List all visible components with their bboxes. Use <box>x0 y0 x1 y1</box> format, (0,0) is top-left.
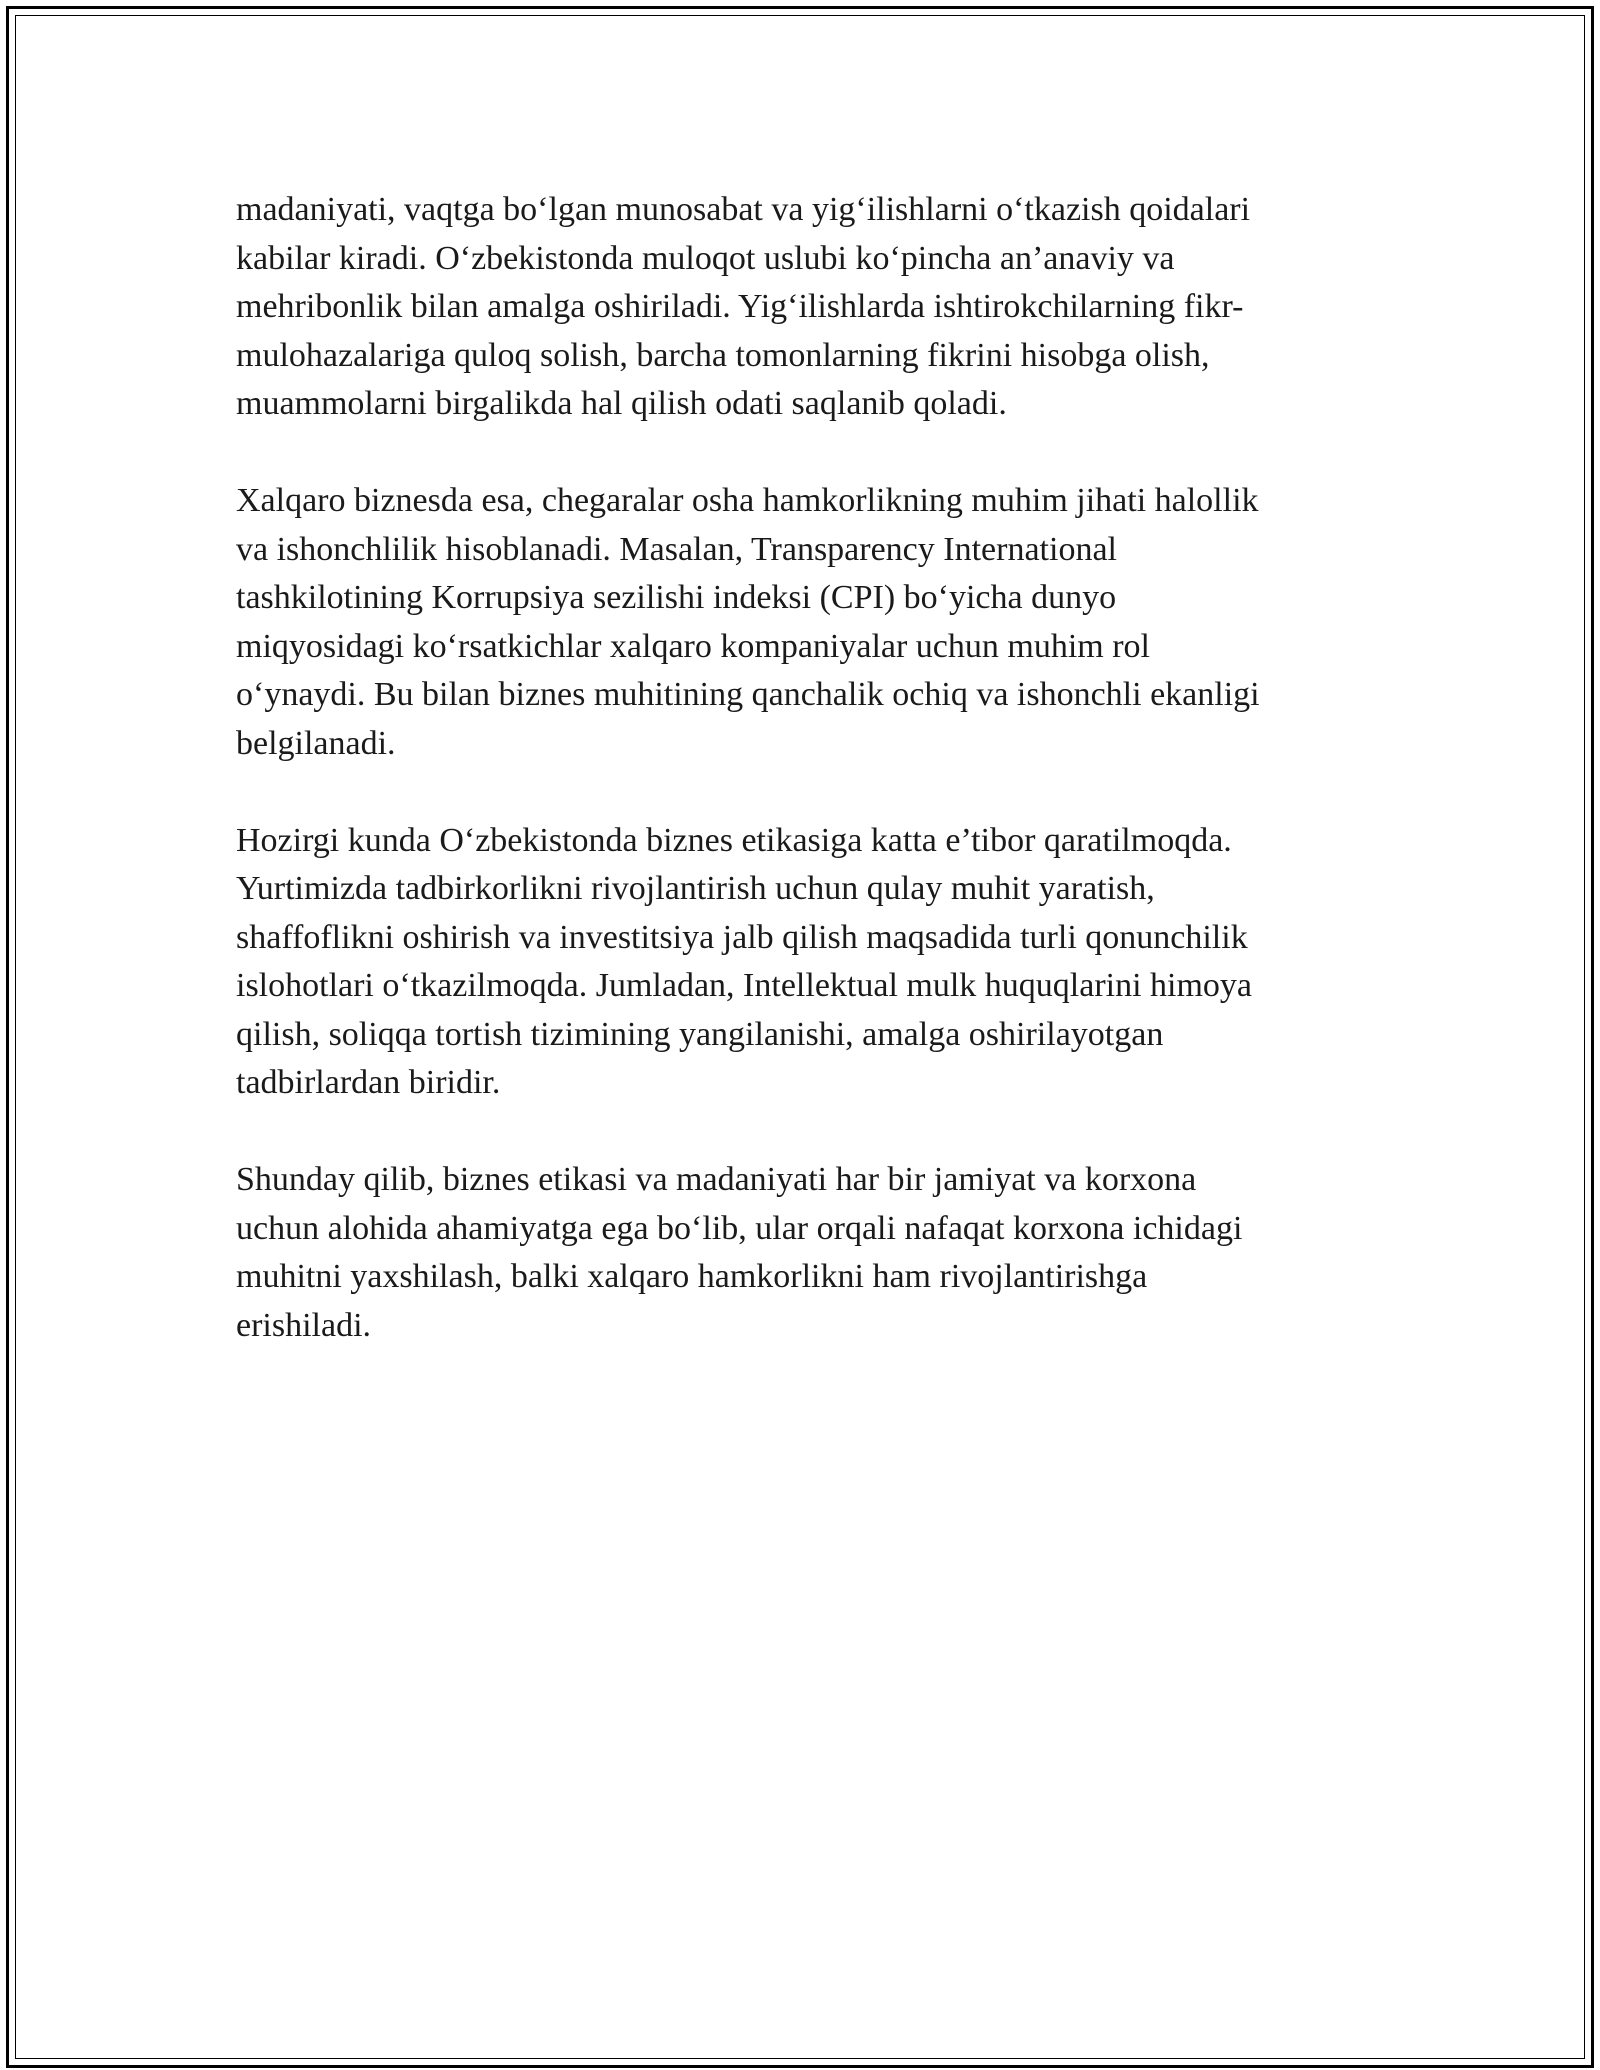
paragraph-line: tadbirlardan biridir. <box>236 1064 501 1101</box>
paragraph-line: shaffoflikni oshirish va investitsiya jalb qilish maqsadida turli qonunchilik <box>236 918 1248 956</box>
paragraph-line: madaniyati, vaqtga bo‘lgan munosabat va yig‘ilishlarni o‘tkazish qoidalari <box>236 191 1251 228</box>
paragraph-line: Hozirgi kunda O‘zbekistonda biznes etikasiga katta e’tibor qaratilmoqda. <box>236 821 1232 859</box>
paragraph-line: qilish, soliqqa tortish tizimining yangilanishi, amalga oshirilayotgan <box>236 1015 1164 1053</box>
document-body <box>236 186 1346 1399</box>
paragraph-line: uchun alohida ahamiyatga ega bo‘lib, ular orqali nafaqat korxona ichidagi <box>236 1209 1243 1247</box>
paragraph-line: tashkilotining Korrupsiya sezilishi indeksi (CPI) bo‘yicha dunyo <box>236 579 1117 616</box>
paragraph-line: va ishonchlilik hisoblanadi. Masalan, Transparency International <box>236 530 1117 568</box>
paragraph-line: muhitni yaxshilash, balki xalqaro hamkorlikni ham rivojlantirishga <box>236 1258 1148 1295</box>
paragraph-line: belgilanadi. <box>236 724 396 762</box>
paragraph-line: kabilar kiradi. O‘zbekistonda muloqot uslubi ko‘pincha an’anaviy va <box>236 239 1175 277</box>
paragraph-line: Yurtimizda tadbirkorlikni rivojlantirish uchun qulay muhit yaratish, <box>236 870 1155 907</box>
paragraph-line: Shunday qilib, biznes etikasi va madaniyati har bir jamiyat va korxona <box>236 1161 1197 1198</box>
paragraph-line: mulohazalariga quloq solish, barcha tomonlarning fikrini hisobga olish, <box>236 336 1210 374</box>
paragraph-4 <box>236 1156 1346 1350</box>
paragraph-line: erishiladi. <box>236 1306 372 1344</box>
paragraph-line: Xalqaro biznesda esa, chegaralar osha hamkorlikning muhim jihati halollik <box>236 482 1259 519</box>
paragraph-line: o‘ynaydi. Bu bilan biznes muhitining qanchalik ochiq va ishonchli ekanligi <box>236 676 1260 713</box>
paragraph-line: miqyosidagi ko‘rsatkichlar xalqaro kompaniyalar uchun muhim rol <box>236 627 1150 665</box>
paragraph-line: islohotlari o‘tkazilmoqda. Jumladan, Intellektual mulk huquqlarini himoya <box>236 967 1253 1004</box>
paragraph-2 <box>236 477 1346 768</box>
paragraph-1 <box>236 186 1346 429</box>
paragraph-3 <box>236 817 1346 1108</box>
paragraph-line: mehribonlik bilan amalga oshiriladi. Yig‘ilishlarda ishtirokchilarning fikr- <box>236 288 1244 325</box>
paragraph-line: muammolarni birgalikda hal qilish odati saqlanib qoladi. <box>236 385 1007 422</box>
